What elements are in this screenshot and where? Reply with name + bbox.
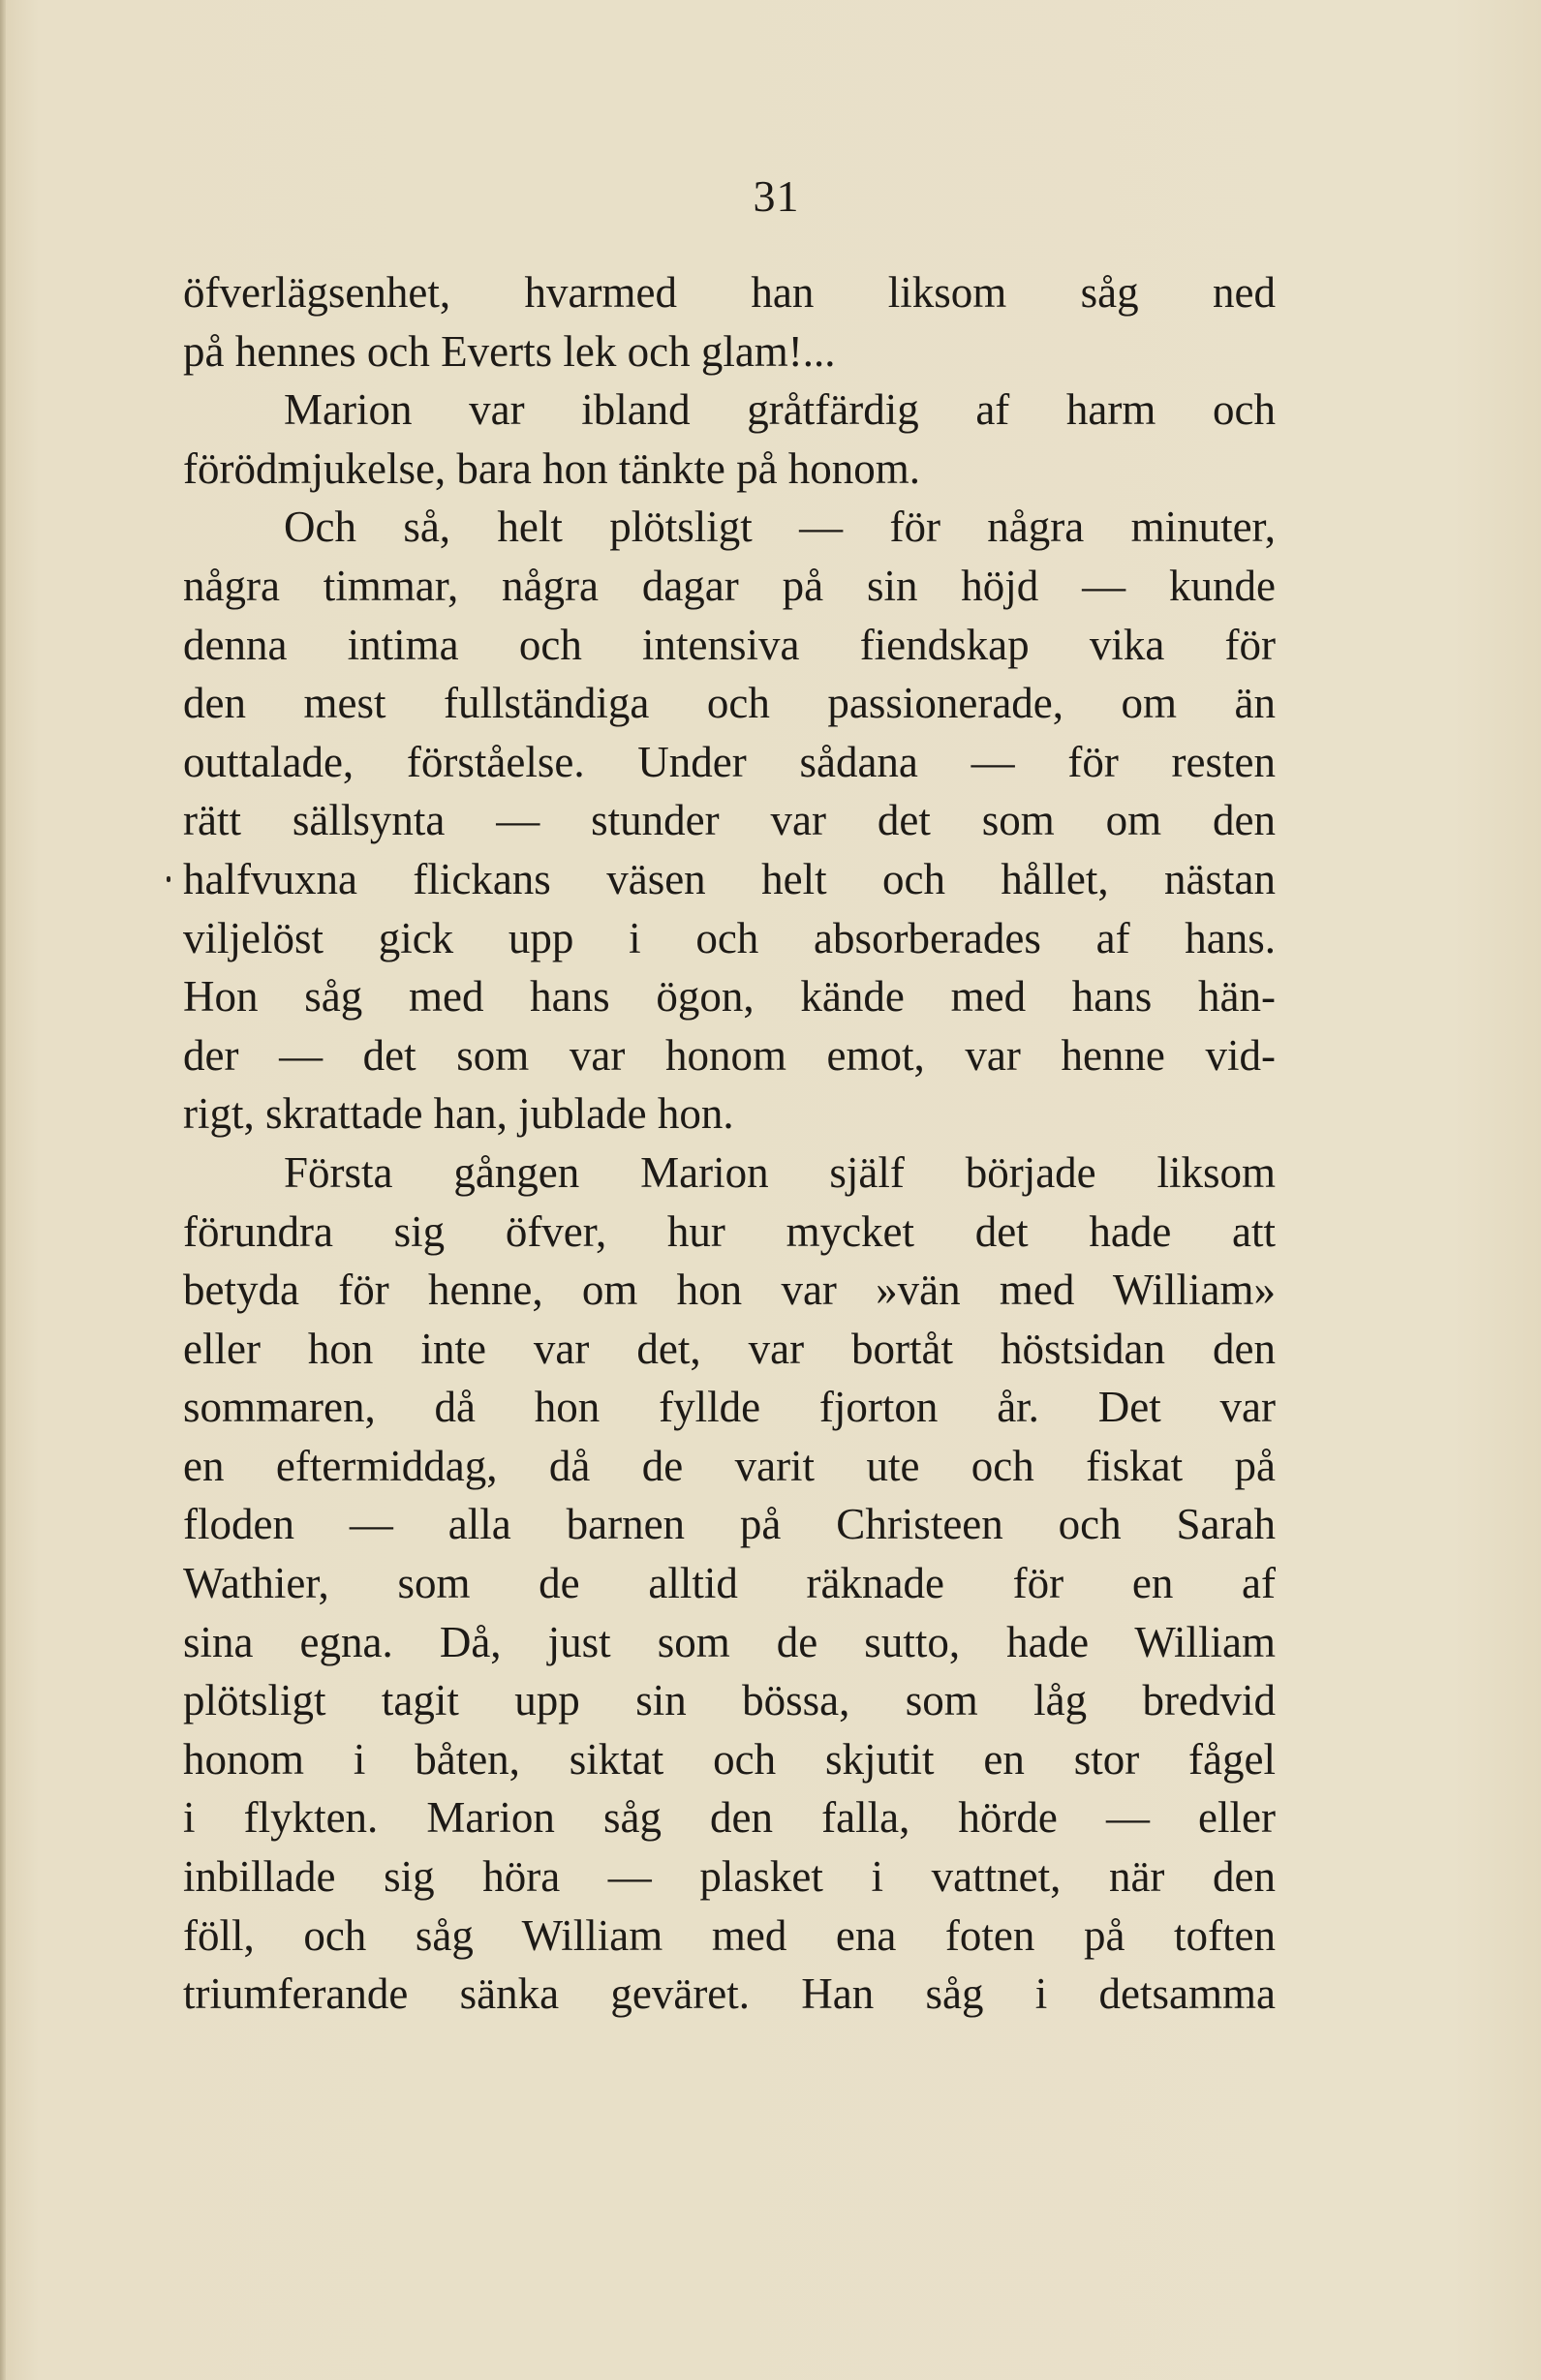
text-line: sina egna. Då, just som de sutto, hade William [183,1617,1276,1666]
text-line: triumferande sänka geväret. Han såg i detsamma [183,1969,1276,2019]
text-line: föll, och såg William med ena foten på toften [183,1910,1276,1960]
text-line: der — det som var honom emot, var henne vid- [183,1030,1276,1080]
text-line: outtalade, förståelse. Under sådana — för resten [183,737,1276,786]
text-line: honom i båten, siktat och skjutit en stor fågel [183,1734,1276,1784]
text-line: sommaren, då hon fyllde fjorton år. Det var [183,1383,1276,1432]
text-line: en eftermiddag, då de varit ute och fiskat på [183,1441,1276,1490]
text-line: plötsligt tagit upp sin bössa, som låg bredvid [183,1676,1276,1725]
text-line: halfvuxna flickans väsen helt och hållet, nästan [183,854,1276,903]
text-line: förödmjukelse, bara hon tänkte på honom. [183,443,921,493]
text-line: floden — alla barnen på Christeen och Sarah [183,1500,1276,1549]
text-line: i flykten. Marion såg den falla, hörde — eller [183,1793,1276,1843]
text-line: denna intima och intensiva fiendskap vika för [183,620,1276,669]
page-edge [0,0,6,2380]
text-line: eller hon inte var det, var bortåt höstsidan den [183,1324,1276,1373]
text-line: öfverlägsenhet, hvarmed han liksom såg ned [183,268,1276,317]
text-line: Marion var ibland gråtfärdig af harm och [284,385,1276,435]
text-line: rigt, skrattade han, jublade hon. [183,1089,734,1139]
body-text [183,263,1276,2024]
text-line: Hon såg med hans ögon, kände med hans hän- [183,972,1276,1022]
text-line: rätt sällsynta — stunder var det som om den [183,796,1276,845]
text-line: betyda för henne, om hon var »vän med William» [183,1266,1276,1315]
text-line: Och så, helt plötsligt — för några minuter, [284,503,1276,552]
text-line: förundra sig öfver, hur mycket det hade att [183,1206,1276,1256]
text-line: några timmar, några dagar på sin höjd — kunde [183,561,1276,610]
text-line: viljelöst gick upp i och absorberades af hans. [183,913,1276,962]
text-line: den mest fullständiga och passionerade, om än [183,679,1276,728]
text-line: Första gången Marion själf började liksom [284,1147,1276,1197]
text-line: på hennes och Everts lek och glam!... [183,326,836,376]
ink-speck [167,876,170,882]
text-line: Wathier, som de alltid räknade för en af [183,1559,1276,1608]
text-line: inbillade sig höra — plasket i vattnet, när den [183,1852,1276,1902]
page-number: 31 [753,171,800,221]
